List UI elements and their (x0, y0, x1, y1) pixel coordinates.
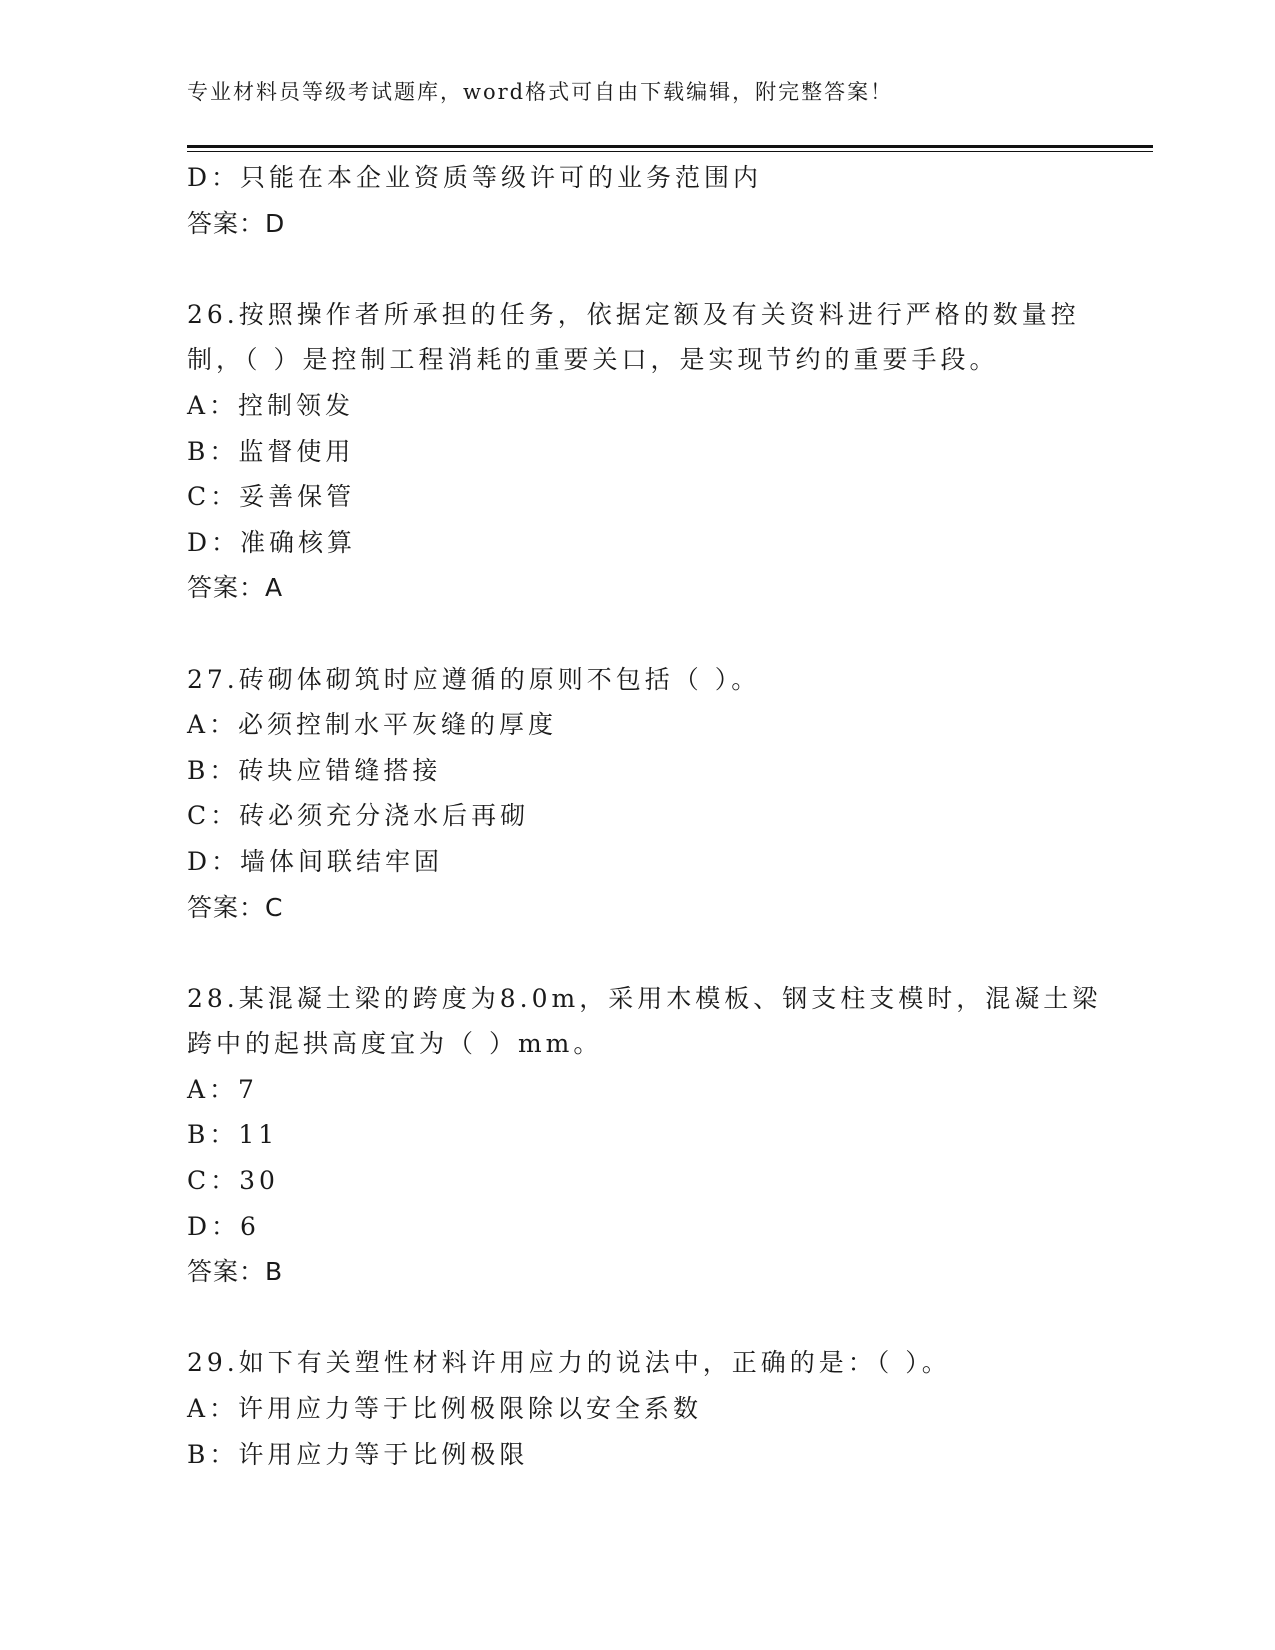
question-27 (187, 657, 1087, 931)
page-header: 专业材料员等级考试题库，word格式可自由下载编辑，附完整答案！ (187, 80, 894, 104)
question-stem: 27.砖砌体砌筑时应遵循的原则不包括（ ）。 (187, 664, 761, 694)
option-c: C：妥善保管 (187, 482, 356, 512)
option-d: D：6 (187, 1211, 260, 1241)
header-divider-thin (187, 151, 1153, 152)
option-b: B：11 (187, 1120, 279, 1150)
option-a: A：7 (187, 1074, 258, 1104)
answer: 答案：A (187, 573, 284, 603)
question-26 (187, 292, 1087, 611)
option-b: B：砖块应错缝搭接 (187, 755, 442, 785)
question-stem: 26.按照操作者所承担的任务，依据定额及有关资料进行严格的数量控 (187, 299, 1080, 329)
question-stem: 29.如下有关塑性材料许用应力的说法中，正确的是：（ ）。 (187, 1348, 951, 1378)
question-28 (187, 976, 1102, 1295)
option-c: C：30 (187, 1166, 279, 1196)
question-stem-continued: 制，（ ）是控制工程消耗的重要关口，是实现节约的重要手段。 (187, 345, 999, 375)
question-stem: 28.某混凝土梁的跨度为8.0m，采用木模板、钢支柱支模时，混凝土梁 (187, 983, 1102, 1013)
answer: 答案：D (187, 208, 286, 238)
question-stem-continued: 跨中的起拱高度宜为（ ）mm。 (187, 1029, 603, 1059)
option-a: A：许用应力等于比例极限除以安全系数 (187, 1394, 703, 1424)
header-divider-thick (187, 145, 1153, 148)
question-29 (187, 1340, 1087, 1477)
answer: 答案：B (187, 1257, 284, 1287)
option-a: A：控制领发 (187, 390, 355, 420)
option-b: B：监督使用 (187, 436, 355, 466)
option-b: B：许用应力等于比例极限 (187, 1439, 529, 1469)
option-c: C：砖必须充分浇水后再砌 (187, 801, 530, 831)
answer: 答案：C (187, 892, 284, 922)
option-a: A：必须控制水平灰缝的厚度 (187, 710, 558, 740)
question-25 (187, 155, 1087, 246)
option-d: D：准确核算 (187, 527, 357, 557)
option-d: D：墙体间联结牢固 (187, 846, 444, 876)
option-d: D：只能在本企业资质等级许可的业务范围内 (187, 163, 763, 192)
question-content (187, 155, 1102, 1477)
